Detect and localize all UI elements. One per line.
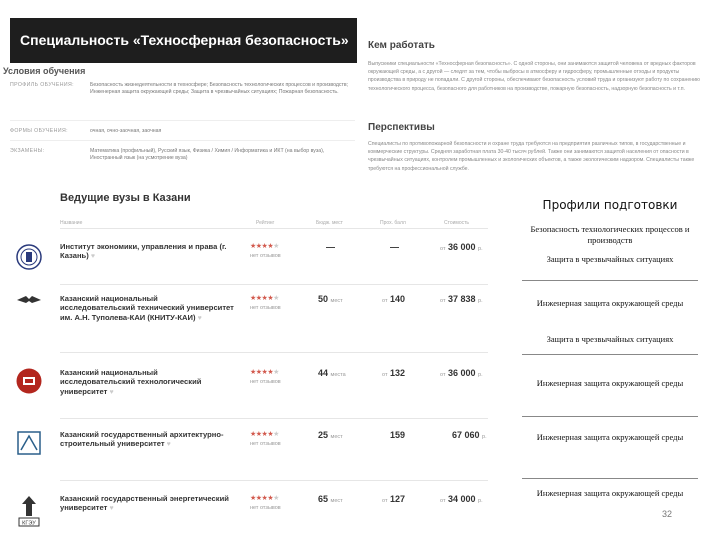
divider [60,480,488,481]
reviews-label[interactable]: нет отзывов [250,305,281,311]
budget-places: 50 мест [318,294,343,304]
col-header-score[interactable]: Проx. балл [380,220,406,226]
specialty-banner: Специальность «Техносферная безопасность» [10,18,357,63]
condition-row-exams [10,148,355,164]
condition-label: ФОРМЫ ОБУЧЕНИЯ: [10,128,68,134]
budget-places: — [326,242,335,252]
budget-places: 65 мест [318,494,343,504]
university-emblem-icon [16,244,42,270]
reviews-label[interactable]: нет отзывов [250,379,281,385]
rating-stars: ★★★★★ [250,369,279,376]
col-header-name[interactable]: Название [60,220,83,226]
university-name[interactable] [60,368,235,397]
passing-score: от 140 [382,294,406,304]
condition-value: Безопасность жизнедеятельности в техносфере; Безопасность технологических процессов и производств; Инженерная защита окружающей среды; Защита в чрезвычайных ситуациях; Пожарная безопасность. [90,82,349,95]
divider [60,228,488,229]
divider [522,354,698,355]
passing-score: — [390,242,399,252]
condition-row-profile [10,82,355,112]
rating-stars: ★★★★★ [250,431,279,438]
university-name-text[interactable]: Институт экономики, управления и права (г. Казань) [60,242,227,261]
university-kgeu-icon [16,494,42,528]
divider [60,284,488,285]
tuition-cost: от 36 000 р. [440,242,483,252]
favorite-heart-icon[interactable]: ♥ [90,253,96,261]
university-row[interactable] [0,424,490,494]
work-title: Кем работать [368,40,435,51]
tuition-cost: от 36 000 р. [440,368,483,378]
divider [10,120,355,121]
profile-item: Безопасность технологических процессов и производств [530,224,690,245]
university-name[interactable] [60,242,235,262]
budget-places: 25 мест [318,430,343,440]
page-number: 32 [662,509,673,519]
university-row[interactable] [0,486,490,540]
divider [10,140,355,141]
condition-value: очная, очно-заочная, заочная [90,128,162,134]
university-wings-icon [16,292,42,308]
tuition-cost: 67 060 р. [452,430,487,440]
passing-score: от 127 [382,494,406,504]
university-name-text[interactable]: Казанский национальный исследовательский технический университет им. А.Н. Туполева-КАИ (КНИТУ-КАИ) [60,294,234,322]
reviews-label[interactable]: нет отзывов [250,505,281,511]
kgeu-caption: КГЭУ [22,520,36,527]
prospects-title: Перспективы [368,122,435,133]
condition-label: ПРОФИЛЬ ОБУЧЕНИЯ: [10,82,75,88]
reviews-label[interactable]: нет отзывов [250,253,281,259]
university-name[interactable] [60,294,235,323]
profile-item: Инженерная защита окружающей среды [536,488,684,498]
university-name[interactable] [60,430,235,450]
rating-stars: ★★★★★ [250,243,279,250]
profiles-panel [514,192,706,522]
work-text: Выпускники специальности «Техносферная безопасность». С одной стороны, они занимаются защитой человека от вредных факторов окружающей среды, а с другой — следят за тем, чтобы выбросы в атмосферу и гидросферу, промышленные отходы и продукты производства в природу не попадали. С другой стороны, обеспечивают безопасность условий труда и организуют работу по сохранению технологического процесса, безопасного для работников на производстве, пожарную безопасность, надзорную безопасность и т.п. [368,61,700,92]
favorite-heart-icon[interactable]: ♥ [166,441,171,449]
favorite-heart-icon[interactable]: ♥ [109,505,114,513]
specialty-card [0,12,357,122]
university-name-text[interactable]: Казанский государственный архитектурно-строительный университет [60,430,224,449]
reviews-label[interactable]: нет отзывов [250,441,281,447]
favorite-heart-icon[interactable]: ♥ [197,314,202,322]
prospects-text: Специалисты по противопожарной безопасности и охране труда требуются на предприятия различных типов, в государственные и коммерческие структуры. Средняя заработная плата 30-40 тысяч рублей. Также они занимаются защитой населения от опасности в чрезвычайных ситуациях, контролем промышленных и экологических объектов, а также экологическим надзором. Специалисты также требуются на профессиональной службе. [368,141,695,172]
divider [522,280,698,281]
divider [522,416,698,417]
university-compass-icon [16,430,42,456]
specialty-card-continued [0,122,357,182]
condition-label: ЭКЗАМЕНЫ: [10,148,45,154]
budget-places: 44 места [318,368,346,378]
col-header-budget[interactable]: Бюдж. мест [316,220,343,226]
university-name[interactable] [60,494,235,514]
university-name-text[interactable]: Казанский национальный исследовательский технологический университет [60,368,202,396]
universities-panel [0,186,500,540]
passing-score: от 132 [382,368,406,378]
university-red-emblem-icon [16,368,42,394]
rating-stars: ★★★★★ [250,295,279,302]
universities-title: Ведущие вузы в Казани [60,192,191,204]
rating-stars: ★★★★★ [250,495,279,502]
col-header-cost[interactable]: Стоимость [444,220,470,226]
career-info-card [360,12,720,197]
tuition-cost: от 37 838 р. [440,294,483,304]
profile-item: Инженерная защита окружающей среды [536,298,684,308]
favorite-heart-icon[interactable]: ♥ [109,388,114,396]
col-header-rating[interactable]: Рейтинг [256,220,275,226]
university-row[interactable] [0,290,490,360]
profiles-title: Профили подготовки [542,198,678,212]
condition-value: Математика (профильный), Русский язык, Физика / Химия / Информатика и ИКТ (на выбор вуза), Иностранный язык (на усмотрение вуза) [90,148,325,161]
passing-score: 159 [390,430,406,440]
divider [60,418,488,419]
profile-item: Защита в чрезвычайных ситуациях [546,254,674,264]
divider [60,352,488,353]
divider [522,478,698,479]
profile-item: Инженерная защита окружающей среды [536,432,684,442]
profile-item: Инженерная защита окружающей среды [536,378,684,388]
profile-item: Защита в чрезвычайных ситуациях [546,334,674,344]
university-name-text[interactable]: Казанский государственный энергетический университет [60,494,229,513]
conditions-title: Условия обучения [3,66,86,76]
condition-row-forms [10,128,355,136]
tuition-cost: от 34 000 р. [440,494,483,504]
